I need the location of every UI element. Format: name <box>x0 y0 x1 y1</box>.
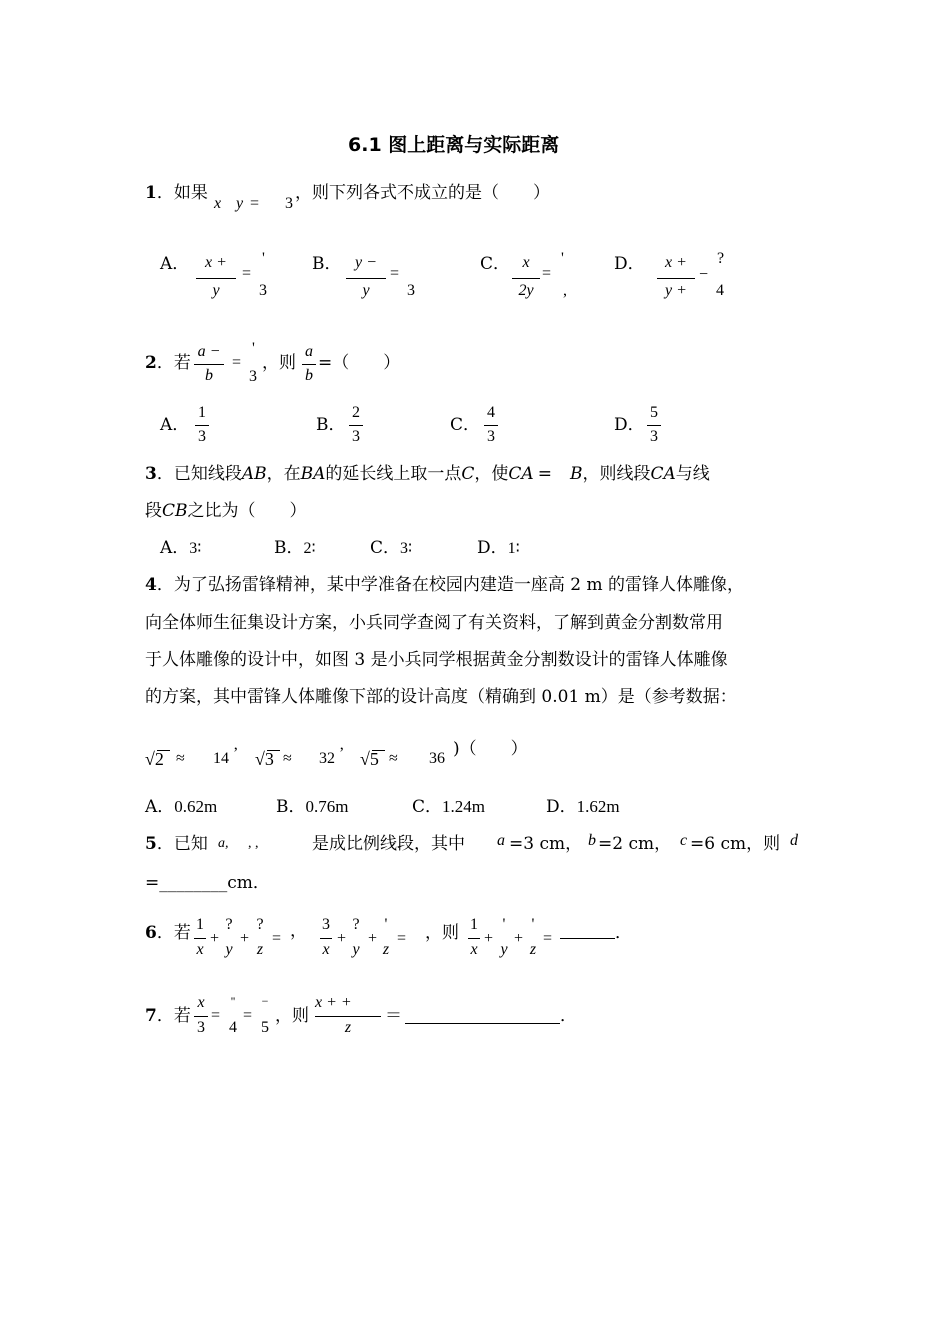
option-a-rnum: ' <box>262 250 265 267</box>
segment-ba: BA <box>300 464 326 484</box>
option-c-label: C． <box>480 254 511 274</box>
question-6: 6．若 <box>145 923 191 943</box>
variable-a: a <box>497 832 505 849</box>
condition-x: x <box>214 195 222 212</box>
option-a-fraction: x + y <box>196 254 236 302</box>
option-b-fraction: y − y <box>346 254 386 302</box>
question-2 <box>145 352 191 374</box>
q3-option-c: C．3∶ <box>370 538 413 558</box>
q2-option-a-label: A． <box>160 415 190 435</box>
option-d-rnum: ? <box>717 250 725 267</box>
option-c-rnum: ' <box>561 250 564 267</box>
option-d-label: D． <box>614 254 645 274</box>
question-text-post: ，则下列各式不成立的是（ ） <box>295 183 550 203</box>
variable-a-list: a, <box>218 836 229 851</box>
segment-ab: AB <box>241 464 267 484</box>
question-number: 4 <box>145 575 157 595</box>
q7-fraction-4: x + + z <box>315 994 381 1040</box>
question-4-line2: 向全体师生征集设计方案，小兵同学查阅了有关资料，了解到黄金分割数常用 <box>145 613 723 633</box>
q6-e1-t2: ? y <box>225 916 233 958</box>
answer-blank-q7[interactable] <box>405 1023 560 1024</box>
question-text: ．如果 <box>156 183 208 203</box>
ref-value-1: 14 <box>213 750 229 767</box>
answer-blank-d[interactable]: =________cm． <box>145 873 270 893</box>
variable-d: d <box>790 832 798 849</box>
ref-value-2: 32 <box>319 750 335 767</box>
sqrt-2: √2 <box>145 749 164 769</box>
question-3-line2: 段CB之比为（ ） <box>145 501 307 521</box>
question-number: 1 <box>145 183 157 203</box>
option-a-label: A． <box>160 254 190 274</box>
q2-fraction-1: a − b <box>194 343 224 387</box>
question-1 <box>145 182 208 204</box>
q2-option-b: 2 3 <box>349 404 363 448</box>
option-d-rden: 4 <box>716 282 724 299</box>
q6-e3-t1: 1 x <box>470 916 478 958</box>
ref-value-3: 36 <box>429 750 445 767</box>
q6-e3-t3: ' z <box>529 916 537 958</box>
q2-option-a: 1 3 <box>195 404 209 448</box>
option-d-eq: − <box>699 266 709 283</box>
q4-option-c: C．1.24m <box>412 797 485 817</box>
q2-rden: 3 <box>249 368 257 385</box>
page-title: 6.1 图上距离与实际距离 <box>348 134 560 156</box>
question-5: 5．已知 <box>145 834 208 854</box>
option-b-eq: = <box>390 265 400 282</box>
question-number: 2 <box>145 353 157 373</box>
option-d-fraction: x + y + <box>657 254 695 302</box>
q6-e3-t2: ' y <box>500 916 508 958</box>
q4-option-b: B．0.76m <box>276 797 349 817</box>
question-number: 3 <box>145 464 157 484</box>
point-b: B <box>569 464 583 484</box>
q4-option-d: D．1.62m <box>546 797 620 817</box>
sqrt-5: √5 <box>360 749 379 769</box>
q2-rnum: ' <box>252 340 255 357</box>
point-c: C <box>461 464 475 484</box>
q3-option-a: A．3∶ <box>160 538 202 558</box>
q3-option-d: D．1∶ <box>477 538 520 558</box>
question-4: 4．为了弘扬雷锋精神，某中学准备在校园内建造一座高 2 m 的雷锋人体雕像， <box>145 575 744 595</box>
q7-fraction-3: − 5 <box>261 994 269 1036</box>
option-b-label: B． <box>312 254 342 274</box>
q2-mid: ，则 <box>262 353 296 373</box>
q6-e1-t3: ? z <box>256 916 264 958</box>
q2-option-d: 5 3 <box>647 404 661 448</box>
question-number: 5 <box>145 834 157 854</box>
variable-c: c <box>680 832 688 849</box>
condition-y: y <box>236 195 244 212</box>
q2-option-c-label: C． <box>450 415 481 435</box>
q2-post: =（ ） <box>318 353 401 373</box>
sqrt-3: √3 <box>255 749 274 769</box>
q7-fraction-1: x 3 <box>194 994 208 1040</box>
q6-e2-t1: 3 x <box>322 916 330 958</box>
option-c-rden: , <box>563 282 567 299</box>
condition-eq: = <box>250 195 260 212</box>
segment-cb: CB <box>162 501 188 521</box>
q6-e1-t1: 1 x <box>196 916 204 958</box>
q2-option-d-label: D． <box>614 415 645 435</box>
question-number: 7 <box>145 1006 157 1026</box>
question-4-line4: 的方案，其中雷锋人体雕像下部的设计高度（精确到 0.01 m）是（参考数据： <box>145 687 737 707</box>
q4-option-a: A．0.62m <box>145 797 218 817</box>
question-3: 3．已知线段AB，在BA的延长线上取一点C，使CA = B，则线段CA与线 <box>145 464 710 484</box>
segment-ca: CA <box>508 464 534 484</box>
question-number: 6 <box>145 923 157 943</box>
q4-close: )（ ） <box>453 739 528 759</box>
option-a-eq: = <box>242 265 252 282</box>
condition-3: 3 <box>285 195 293 212</box>
question-7: 7．若 <box>145 1006 191 1026</box>
option-c-eq: = <box>542 265 552 282</box>
question-4-line3: 于人体雕像的设计中，如图 3 是小兵同学根据黄金分割数设计的雷锋人体雕像 <box>145 650 728 670</box>
q3-option-b: B．2∶ <box>274 538 316 558</box>
q6-e2-t3: ' z <box>382 916 390 958</box>
q2-option-b-label: B． <box>316 415 346 435</box>
q6-e2-t2: ? y <box>352 916 360 958</box>
q2-fraction-2: a b <box>302 343 316 387</box>
option-a-rden: 3 <box>259 282 267 299</box>
answer-blank-q6[interactable] <box>560 938 615 939</box>
q7-fraction-2: '' 4 <box>229 994 237 1036</box>
option-c-fraction: x 2y <box>512 254 540 302</box>
q2-option-c: 4 3 <box>484 404 498 448</box>
q2-eq: = <box>232 354 242 371</box>
question-text: ．若 <box>156 353 191 373</box>
option-b-rden: 3 <box>407 282 415 299</box>
variable-b: b <box>588 832 596 849</box>
